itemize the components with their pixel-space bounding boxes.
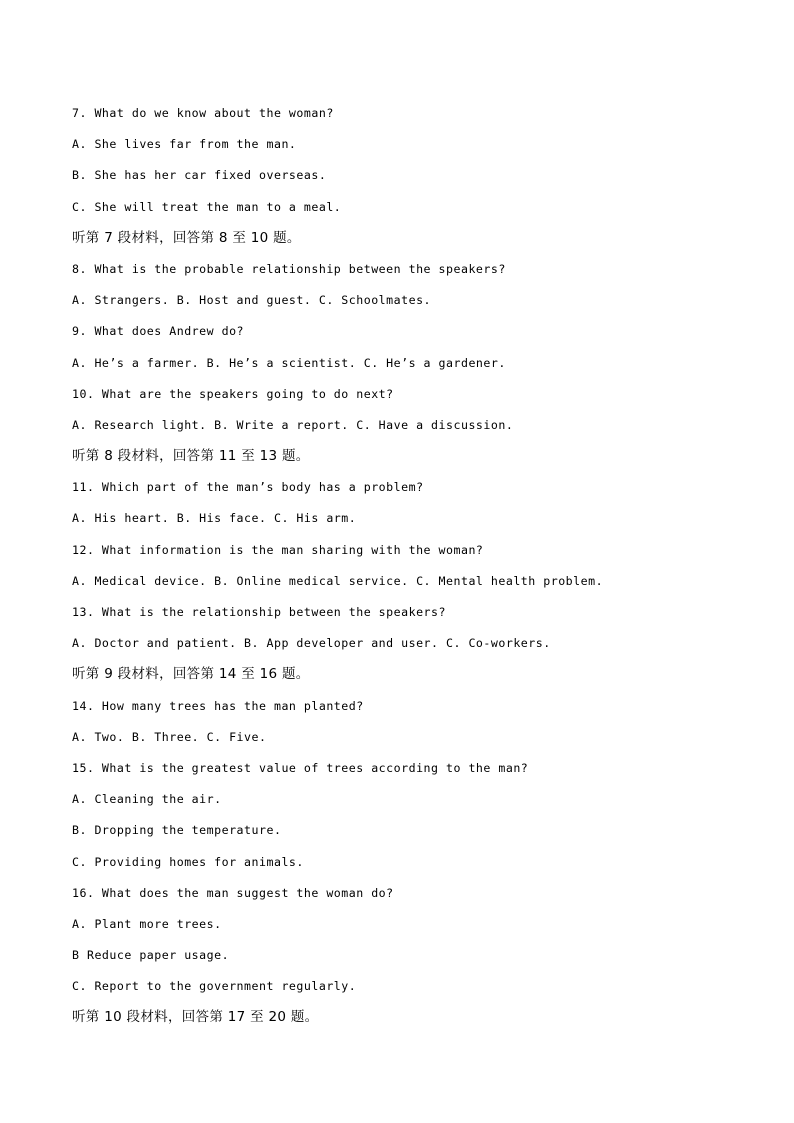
options-12: A. Medical device. B. Online medical service. C. Mental health problem. (72, 573, 604, 588)
question-13: 13. What is the relationship between the speakers? (72, 605, 447, 619)
question-15: 15. What is the greatest value of trees according to the man? (72, 760, 529, 775)
option-7b: B. She has her car fixed overseas. (72, 168, 327, 183)
section-instruction-10: 听第 10 段材料，回答第 17 至 20 题。 (72, 1009, 319, 1026)
option-15b: B. Dropping the temperature. (72, 823, 282, 838)
question-11: 11. Which part of the man’s body has a problem? (72, 480, 424, 495)
option-7c: C. She will treat the man to a meal. (72, 199, 342, 214)
question-14: 14. How many trees has the man planted? (72, 698, 364, 713)
option-16a: A. Plant more trees. (72, 916, 222, 931)
option-16c: C. Report to the government regularly. (72, 979, 357, 994)
options-13: A. Doctor and patient. B. App developer and user. C. Co-workers. (72, 636, 551, 651)
question-8: 8. What is the probable relationship between the speakers? (72, 261, 506, 276)
document-body (72, 101, 722, 1037)
section-instruction-8: 听第 8 段材料，回答第 11 至 13 题。 (72, 448, 310, 465)
question-9: 9. What does Andrew do? (72, 324, 245, 339)
options-9: A. He’s a farmer. B. He’s a scientist. C. He’s a gardener. (72, 355, 506, 370)
question-12: 12. What information is the man sharing with the woman? (72, 542, 484, 557)
question-16: 16. What does the man suggest the woman do? (72, 885, 394, 900)
question-7: 7. What do we know about the woman? (72, 106, 334, 120)
options-10: A. Research light. B. Write a report. C. Have a discussion. (72, 417, 514, 432)
option-15a: A. Cleaning the air. (72, 792, 222, 807)
options-8: A. Strangers. B. Host and guest. C. Schoolmates. (72, 293, 432, 308)
option-15c: C. Providing homes for animals. (72, 854, 304, 869)
option-7a: A. She lives far from the man. (72, 137, 297, 152)
options-14: A. Two. B. Three. C. Five. (72, 729, 267, 744)
option-16b: B Reduce paper usage. (72, 948, 230, 963)
section-instruction-7: 听第 7 段材料，回答第 8 至 10 题。 (72, 229, 301, 246)
section-instruction-9: 听第 9 段材料，回答第 14 至 16 题。 (72, 666, 310, 683)
options-11: A. His heart. B. His face. C. His arm. (72, 511, 357, 526)
question-10: 10. What are the speakers going to do next? (72, 386, 394, 401)
